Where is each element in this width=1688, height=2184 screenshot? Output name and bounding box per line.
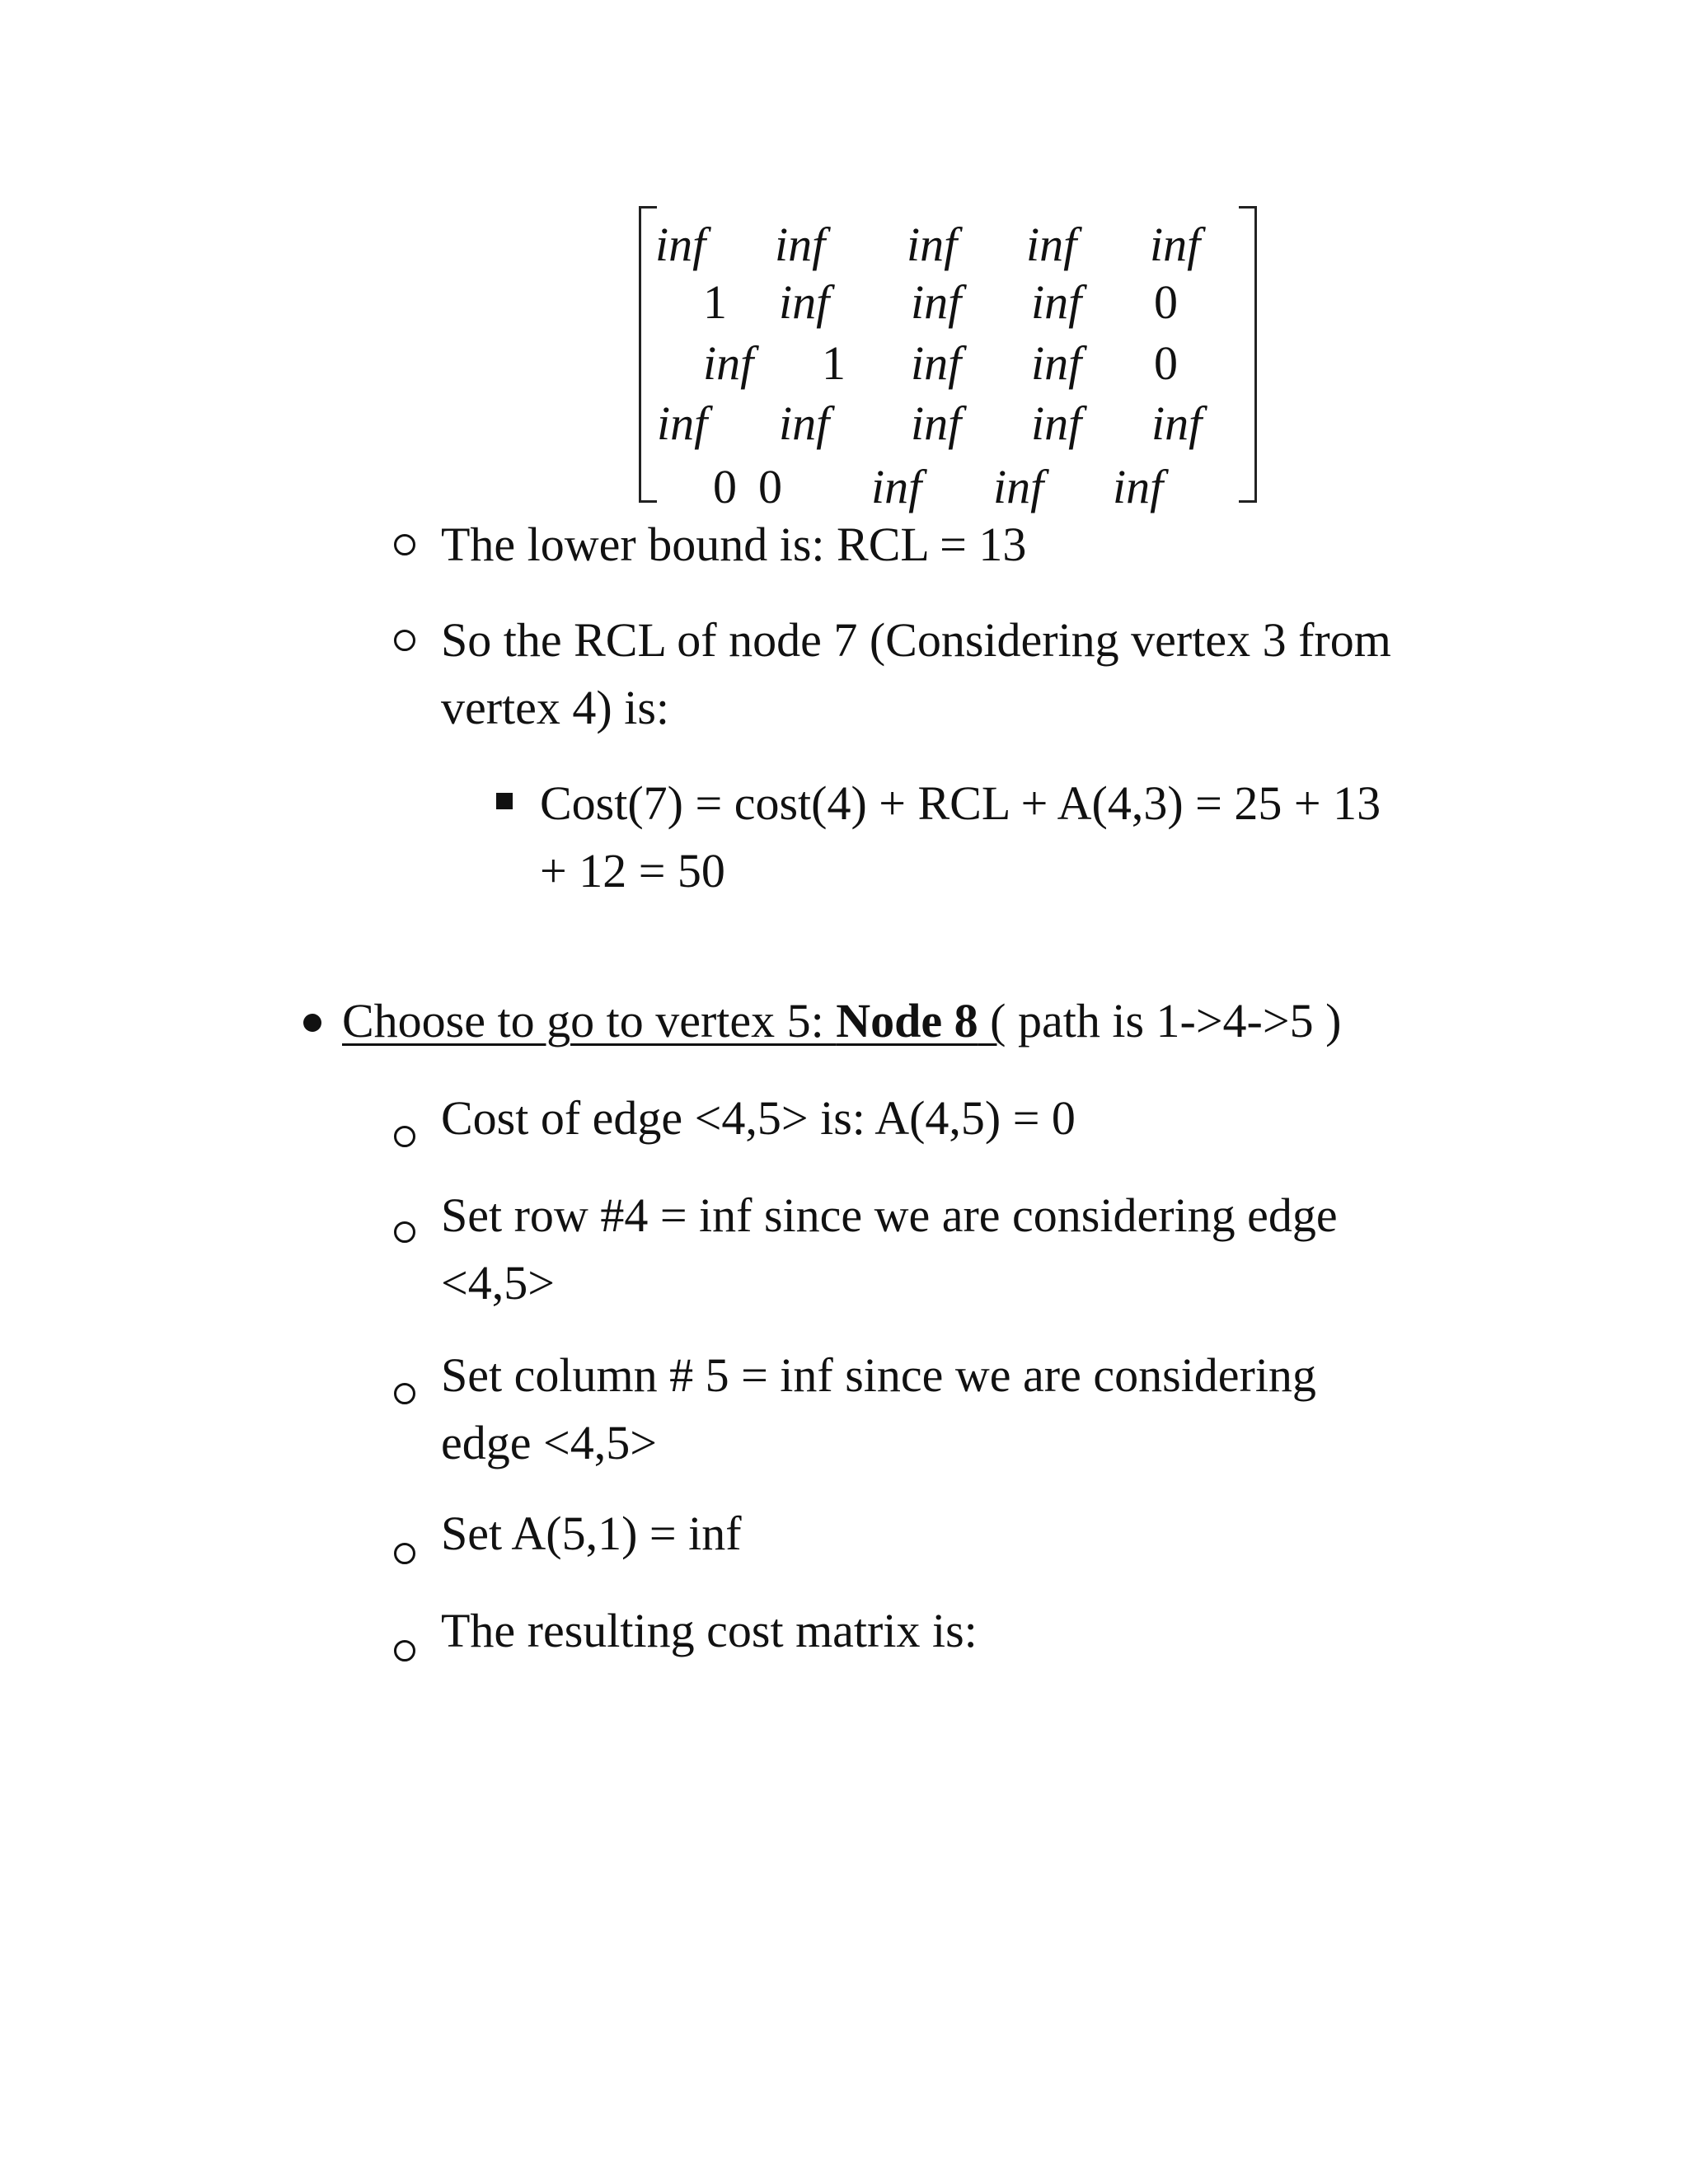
matrix-cell: 1 [703,275,727,329]
hollow-bullet-icon [394,1126,415,1147]
node8-paren: ( [978,994,1006,1047]
matrix-cell: inf [1150,218,1201,271]
cost7-formula: Cost(7) = cost(4) + RCL + A(4,3) = 25 + 13 [540,776,1381,830]
set-column-text: Set column # 5 = inf since we are considering [441,1348,1316,1402]
matrix-cell: inf [655,218,706,271]
set-row-text: Set row #4 = inf since we are considering edge [441,1188,1338,1242]
matrix-cell: inf [1031,275,1082,329]
matrix-cell: inf [775,218,826,271]
matrix-cell: 0 [758,460,782,513]
set-column-text-cont: edge <4,5> [441,1416,657,1469]
matrix-cell: 1 [822,336,846,390]
matrix-cell: inf [1031,336,1082,390]
hollow-bullet-icon [394,1640,415,1661]
matrix-cell: inf [911,336,962,390]
set-a51-text: Set A(5,1) = inf [441,1507,742,1560]
matrix-right-bracket [1239,206,1257,503]
lower-bound-text: The lower bound is: RCL = 13 [441,518,1027,571]
cost-matrix [639,206,1257,513]
node8-lead: Choose to go to vertex 5: [342,994,837,1047]
hollow-bullet-icon [394,1383,415,1404]
node8-path: path is 1->4->5 ) [1006,994,1342,1047]
resulting-matrix-text: The resulting cost matrix is: [441,1604,978,1657]
matrix-cell: inf [1113,460,1164,513]
matrix-cell: 0 [1154,275,1178,329]
matrix-cell: inf [907,218,958,271]
node8-heading [342,994,1342,1047]
matrix-cell: inf [1031,396,1082,450]
rcl-node7-text: So the RCL of node 7 (Considering vertex 3 from [441,613,1391,667]
matrix-cell: inf [779,396,830,450]
matrix-cell: inf [703,336,754,390]
matrix-cell: 0 [1154,336,1178,390]
rcl-node7-text-cont: vertex 4) is: [441,681,670,734]
matrix-cell: inf [1026,218,1077,271]
matrix-cell: inf [993,460,1044,513]
matrix-cell: inf [911,396,962,450]
matrix-cell: inf [1151,396,1203,450]
matrix-cell: inf [911,275,962,329]
square-bullet-icon [496,793,513,809]
node8-label: Node 8 [836,994,978,1047]
cost7-formula-cont: + 12 = 50 [540,844,725,898]
matrix-cell: inf [657,396,708,450]
edge-cost-text: Cost of edge <4,5> is: A(4,5) = 0 [441,1091,1076,1145]
hollow-bullet-icon [394,630,415,651]
matrix-cell: 0 [713,460,737,513]
filled-bullet-icon [303,1014,321,1032]
set-row-text-cont: <4,5> [441,1256,555,1310]
matrix-cell: inf [871,460,922,513]
hollow-bullet-icon [394,534,415,555]
matrix-left-bracket [639,206,657,503]
hollow-bullet-icon [394,1221,415,1243]
hollow-bullet-icon [394,1543,415,1564]
matrix-cell: inf [779,275,830,329]
